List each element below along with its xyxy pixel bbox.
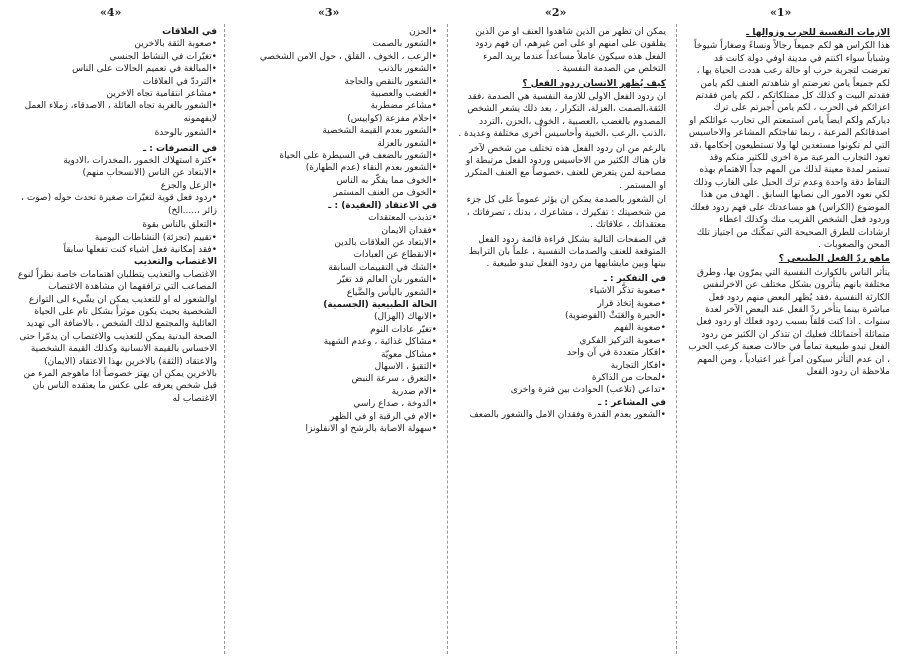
section-subheading: الاغتصاب والتعذيب xyxy=(134,257,217,268)
list-item: •تداعي (تلاعب) الحوادث بين فترة واخرى xyxy=(510,385,666,396)
column-2 xyxy=(458,26,666,651)
list-item: •الشعور بالذنب xyxy=(378,64,437,75)
list-item: •الدوخة ، صداع راسي xyxy=(353,399,437,410)
list-item: •الشك في التقييمات السابقة xyxy=(328,262,437,273)
list-item: •الانهاك (الهزال) xyxy=(373,312,437,323)
list-item: •تغيّر عادات النوم xyxy=(370,324,437,335)
list-title: الحالة الطبيعية (الجسمية) xyxy=(323,299,437,310)
list-item: •تقييم (تجزئة) النشاطات اليومية xyxy=(94,232,217,243)
list-item: •الخوف مما يفكّر به الناس xyxy=(336,175,437,186)
column-1 xyxy=(687,26,890,651)
section-subheading: كيف يُظهر الانسان ردود الفعل ؟ xyxy=(522,78,666,89)
list-item: •الحيرة والعَبَثْ (الفوضوية) xyxy=(564,310,666,321)
page-number-3: «3» xyxy=(318,6,340,19)
column-4 xyxy=(12,26,217,651)
paragraph: يمكن ان تظهر من الذين شاهدوا العنف او من الذين يقلقون على امنهم او على امن غيرهم، ان فهم ردود الفعل هذه سيكون عاملاً مساعداً عندما يريد المرء التخلص من الصدمة النفسية . xyxy=(475,27,666,75)
paragraph: الاغتصاب والتعذيب يتطلبان اهتمامات خاصة نظراً لنوع المصاعب التي ترافقهما ان مشاهدة الاغتصاب اوالشعور له او للتعذيب يمكن ان يشّيء الى التوازع الشخصية بحيث يكون موثراً بشكل تام على الحياة العائلية والمجتمع لذلك الشخص ، بالاضافة الى تهديد الصحة البدنية يمكن للتعذيب والاغتصاب ان يدمّرا حتى الاحساس بالقيمة الانسانية وكذلك القيمة الشخصية والاعتقاد (الثقة) بالاخرين بهذا الاعتقاد (الايمان) بالاخرين يمكن ان يهتز خصوصاً اذا ماهوجم المرء من قبل شخص يعرفه على عكس ما يعتقده الناس بان الاغتصاب له xyxy=(17,269,217,404)
list-item: •الام في الرقبة او في الظهر xyxy=(329,411,437,422)
list-title: في العلاقات xyxy=(162,27,217,37)
page-number-2: «2» xyxy=(545,6,567,19)
list-item: •الزعل والجزع xyxy=(160,180,217,191)
list-item: •مشاكل غذائية ، وعدم الشهية xyxy=(323,337,437,348)
list-item: •الانقطاع عن العبادات xyxy=(353,250,437,261)
list-item: •الشعور بعدم النقاء (عدم الطهارة) xyxy=(305,163,437,174)
paragraph: هذا الكراس هو لكم جميعاً رجالاً ونساءً وصغاراً شيوخاً وشباباً سواء اكنتم في مدينة اوفي دولة كانت قد تعرضت لتجربة حرب او حالة رعب هددت الحياة بها ، لكم جميعاً يامن تعرضتم او شاهدتم العنف لكم يامن فقدتم البيت و كذلك كل ممتلكاتكم ، لكم يامن فقدتم اعزائكم في الحرب ، لكم يامن اُجبرتم على ترك دياركم ولكم ايضاً يامن استمعتم الى تجارب عوائلكم او اصدقائكم المرعبة ، ربما تفاجئكم المشاعر والاحاسيس التي لم تكونوا مستعدين لها ولا تستطيعون إحكامها ،قد تعود التجارب المرعبة مرة اخرى للكثير منكم وقد تستمر لمدة معينة لذلك من المهم جداً الاهتمام بهذه النقاط دقة واحدة وعدم ترك الحبل على الغارب وذلك لكي نعود الامور الى نصابها السابق . الهدف من هذا الموضوع (الكراس) هو مساعدتك على فهم ردود فعلك وردود فعل الشخص القريب منك وكذلك اعطاء ارشادات للطرق الصحيحة التي تمكّنك من اجتياز تلك المحن والصعوبات . xyxy=(688,41,890,250)
list-item: •الشعور بالغربة تجاه العائلة ، الاصدقاء، زملاء العمل لايفهمونه xyxy=(24,101,217,124)
list-item: •التقيؤ ، الاسهال xyxy=(374,361,437,372)
list-item: •الام صدرية xyxy=(391,386,437,397)
list-item: •مشاعر انتقامية تجاه الاخرين xyxy=(106,89,217,100)
list-title: في التصرفات : ـ xyxy=(143,143,217,154)
page-number-4: «4» xyxy=(100,6,122,19)
list-item: •التعلق بالناس بقوة xyxy=(142,220,217,231)
paragraph: يتأثر الناس بالكوارث النفسية التي يمرّون بها، وطرق مختلفة بانهم يتأثرون بشكل مختلف عن الاخرلنفس الكارثة النفسية ،فقد يُظهر البعض منهم ردود فعل مباشرة بينما يتأخر ردّ الفعل عند البعض الآخر لعدة سنوات . اذا كنت قلقاً بسبب ردود فعلك او ردود فعل متماثلة أحتماثلك فعليك ان تتذكر ان الكثير من ردود الفعل تبدو طبيعية تماماً في حالات صعبة كرعب الحرب ، ان عدم التأثر سيكون امراً غير اعتيادياً ، ومن المهم ملاحظة ان ردود الفعل xyxy=(688,267,890,377)
page-number-1: «1» xyxy=(770,6,792,19)
list-title: في المشاعر : ـ xyxy=(598,397,666,408)
list-item: •سهولة الاصابة بالرشح او الانفلونزا xyxy=(305,424,437,434)
list-item: •صعوبة الفهم xyxy=(613,323,666,334)
list-title: في الاعتقاد (العقيدة) : ـ xyxy=(328,200,437,211)
list-item: •الشعور بالصمت xyxy=(372,39,437,50)
list-item: •صعوبة التركيز الفكري xyxy=(579,335,666,346)
list-item: •الابتعاد عن الناس (الانسحاب منهم) xyxy=(82,168,217,179)
list-item: •الترددّ في العلاقات xyxy=(142,76,217,87)
column-divider xyxy=(224,24,225,654)
list-item: •الشعور بعدم القدرة وفقدان الامل والشعور بالضعف xyxy=(469,410,666,421)
list-item: •احلام مفزعة (كوابيس) xyxy=(347,113,437,124)
list-item: •فقد إمكانية فعل اشياء كنت تفعلها سابقاً xyxy=(63,244,217,255)
list-item: •ردود فعل قوية لتغيّرات صغيرة تحدث حوله (صوت ، زائر ،.....الخ) xyxy=(21,193,217,216)
list-item: •فقدان الايمان xyxy=(381,225,437,236)
paragraph: ان ردود الفعل الاولى للازمة النفسية هي الصدمة ،فقد الثقة،الصمت ،العزلة، التكرار ، بعد ذلك يشعر الشخص المصدوم بالغضب ،العصبية ، الخوف ،الحزن ،التردد ،الذنب ،الرعب ،الخيبة وأحاسيس أُخرى مختلفة وعديدة . xyxy=(458,92,666,140)
list-item: •التعرق ، سرعة النبض xyxy=(351,374,437,385)
list-item: •كثرة استهلاك الخمور ،المخدرات ،الادوية xyxy=(63,156,217,167)
list-item: •افكار التجاربة xyxy=(610,360,666,371)
list-item: •صعوبة الثقة بالاخرين xyxy=(134,39,217,50)
list-title: في التفكير : ـ xyxy=(603,273,666,284)
list-item: •مشاكل معويّة xyxy=(380,349,437,360)
list-item: •الغضب والعصبية xyxy=(370,89,437,100)
paragraph: بالرغم من ان ردود الفعل هذه تختلف من شخص لآخر فان هناك الكثير من الاحاسيس وردود الفعل مرتبطة او مصاحبة لمن يتعرض للعنف ،خصوصاً مع العنف المتكرر او المستمر . xyxy=(465,143,666,191)
list-item: •الخوف من العنف المستمر xyxy=(333,188,437,199)
column-divider xyxy=(447,24,448,654)
paragraph: ان الشعور بالصدمة يمكن ان يؤثر عموماً على كل جزء من شخصيتك : تفكيرك ، مشاعرك ، بدنك ، تصرفاتك ، معتقداتك ، علاقاتك . xyxy=(466,195,666,231)
list-item: •الشعور باليأس والضَّياع xyxy=(346,287,437,298)
list-item: •المبالغة في تعميم الحالات على الناس xyxy=(72,64,217,75)
list-item: •الشعور بان العالم قد تغيّر xyxy=(337,275,437,286)
column-3 xyxy=(232,26,437,651)
list-item: •لمحات من الذاكرة xyxy=(591,372,666,383)
list-item: •تغيّرات في النشاط الجنسي xyxy=(109,51,217,62)
list-item: •الشعور بالوحدة xyxy=(154,128,217,139)
list-item: •صعوبة إتخاذ قرار xyxy=(597,298,666,309)
list-item: •تذبذب المعتقدات xyxy=(368,213,437,224)
list-item: •الحزن xyxy=(409,27,437,37)
list-item: •الشعور بعدم القيمة الشخصية xyxy=(322,126,437,137)
list-item: •مشاعر مضطربة xyxy=(370,101,437,112)
list-item: •الرعب ، الخوف ، القلق ، حول الامن الشخصي xyxy=(259,51,437,62)
section-subheading: ماهو ردّ الفعل الطبيعي ؟ xyxy=(778,254,890,265)
paragraph: في الصفحات التالية بشكل قراءة قائمة ردود الفعل المتوقعة للعنف والصدمات النفسية ، علماً بان الترابط بينها وبين مايشابهها من ردود الفعل تبدو طبيعية . xyxy=(468,234,666,270)
list-item: •الشعور بالنقص والحاجة xyxy=(344,76,437,87)
column-divider xyxy=(676,24,677,654)
list-item: •الابتعاد عن العلاقات بالدين xyxy=(334,237,437,248)
list-item: •الشعور بالضعف في السيطرة على الحياة xyxy=(279,151,437,162)
list-item: •الشعور بالعزلة xyxy=(377,138,437,149)
list-item: •افكار متعددة في آن واحد xyxy=(567,348,666,359)
list-item: •صعوبة تذكّر الاشياء xyxy=(589,286,666,297)
section-heading: الازمات النفسية للحرب وزوالها ـ xyxy=(746,28,890,38)
